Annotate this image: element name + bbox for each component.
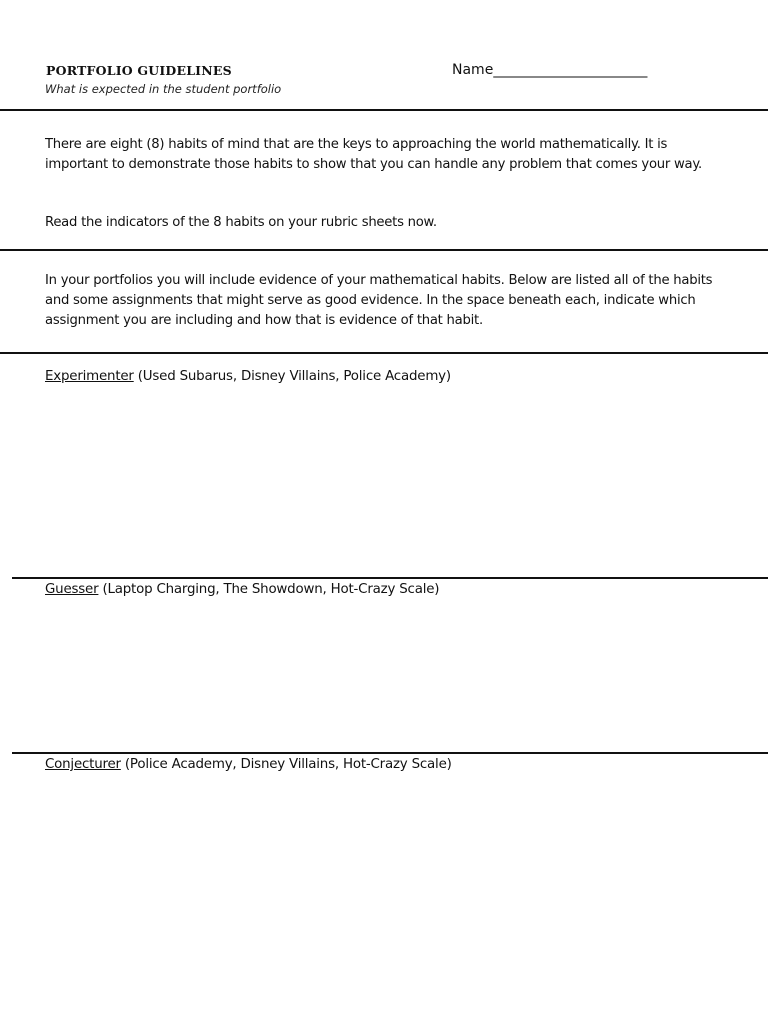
habit-name: Conjecturer: [45, 757, 121, 772]
habit-guesser: [45, 582, 439, 597]
page-subtitle: What is expected in the student portfolio: [45, 82, 282, 96]
habit-experimenter: [45, 369, 451, 384]
intro-paragraph: There are eight (8) habits of mind that are the keys to approaching the world mathematically. It is important to demonstrate those habits to show that you can handle any problem that comes your way.: [45, 137, 702, 172]
habit-conjecturer: [45, 757, 452, 772]
divider-4: [12, 577, 768, 579]
conjecturer-answer-space[interactable]: [45, 780, 745, 1000]
portfolio-instructions: In your portfolios you will include evidence of your mathematical habits. Below are listed all of the habits and some assignments that might serve as good evidence. In the space beneath each, indicate which assignment you are including and how that is evidence of that habit.: [45, 273, 713, 328]
habit-name: Guesser: [45, 582, 99, 597]
divider-5: [12, 752, 768, 754]
divider-2: [0, 249, 768, 251]
guesser-answer-space[interactable]: [45, 604, 745, 746]
habit-assignments: (Laptop Charging, The Showdown, Hot-Crazy Scale): [102, 582, 440, 597]
divider-1: [0, 109, 768, 111]
page-title: PORTFOLIO GUIDELINES: [46, 63, 232, 78]
divider-3: [0, 352, 768, 354]
experimenter-answer-space[interactable]: [45, 392, 745, 572]
name-field[interactable]: [452, 62, 647, 78]
name-label: Name: [452, 62, 494, 78]
habit-name: Experimenter: [45, 369, 134, 384]
name-blank-line[interactable]: ______________________: [493, 62, 648, 78]
rubric-instruction: Read the indicators of the 8 habits on your rubric sheets now.: [45, 215, 437, 230]
habit-assignments: (Police Academy, Disney Villains, Hot-Crazy Scale): [124, 757, 452, 772]
habit-assignments: (Used Subarus, Disney Villains, Police Academy): [137, 369, 451, 384]
